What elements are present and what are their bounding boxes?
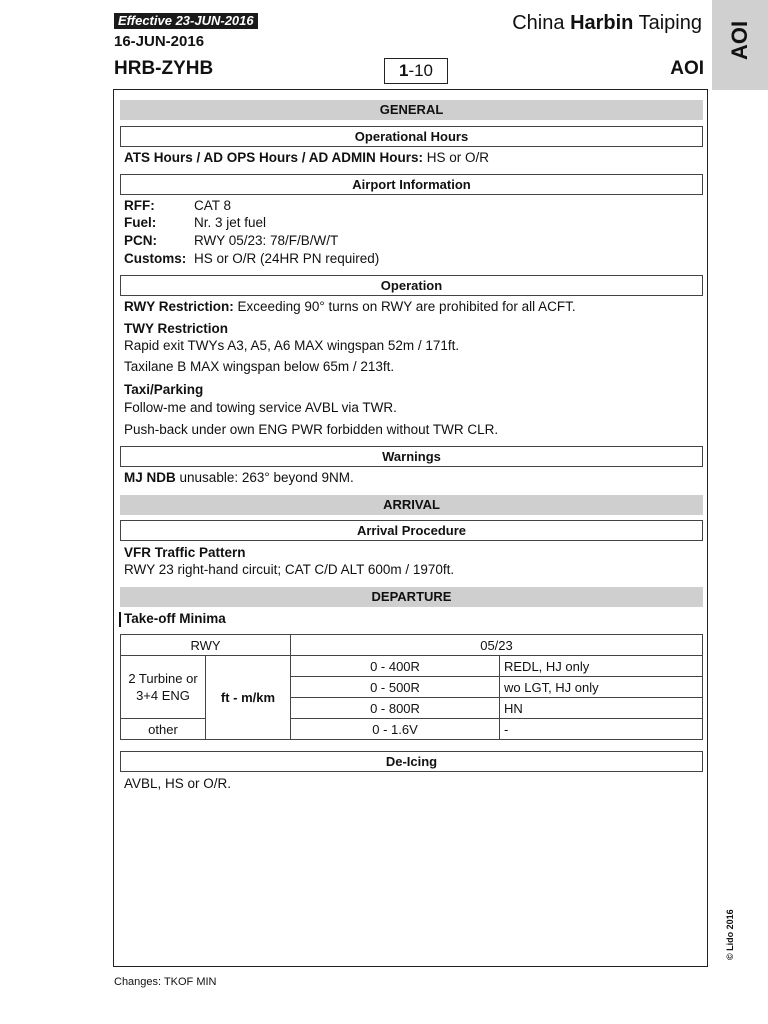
warning-label: MJ NDB — [124, 470, 176, 485]
page-number — [384, 58, 448, 84]
page-number-main: 1 — [398, 61, 409, 80]
general-heading: GENERAL — [120, 100, 703, 120]
condition-cell: HN — [500, 698, 703, 719]
operation-heading: Operation — [120, 275, 703, 296]
change-bar — [119, 612, 121, 627]
location-city: Harbin — [570, 12, 634, 34]
condition-cell: REDL, HJ only — [500, 656, 703, 677]
departure-heading: DEPARTURE — [120, 587, 703, 607]
section-tab-label: AOI — [727, 20, 752, 60]
rwy-header-cell: RWY — [121, 635, 291, 656]
taxi-parking-title: Taxi/Parking — [124, 382, 204, 397]
condition-cell: - — [500, 719, 703, 740]
airport-location — [512, 12, 702, 35]
aircraft-group-cell: 2 Turbine or 3+4 ENG — [121, 656, 206, 719]
pcn-label: PCN: — [124, 233, 157, 248]
warning-value: unusable: 263° beyond 9NM. — [179, 470, 354, 485]
takeoff-minima-table — [120, 634, 703, 740]
fuel-value: Nr. 3 jet fuel — [194, 215, 267, 230]
de-icing-heading: De-Icing — [120, 751, 703, 772]
customs-label: Customs: — [124, 251, 187, 266]
operational-hours-line — [124, 150, 489, 165]
rff-label: RFF: — [124, 198, 155, 213]
twy-restriction-line-1: Rapid exit TWYs A3, A5, A6 MAX wingspan 52m / 171ft. — [124, 338, 460, 353]
vfr-traffic-pattern-title: VFR Traffic Pattern — [124, 545, 246, 560]
customs-value: HS or O/R (24HR PN required) — [194, 251, 380, 266]
table-row — [121, 656, 703, 677]
effective-date-badge: Effective 23-JUN-2016 — [114, 13, 258, 29]
twy-restriction-title: TWY Restriction — [124, 321, 229, 336]
condition-cell: wo LGT, HJ only — [500, 677, 703, 698]
other-group-cell: other — [121, 719, 206, 740]
rff-value: CAT 8 — [194, 198, 232, 213]
location-airport: Taiping — [638, 12, 702, 34]
warning-line — [124, 470, 354, 485]
visibility-cell: 0 - 1.6V — [291, 719, 500, 740]
issue-date: 16-JUN-2016 — [114, 33, 205, 50]
arrival-heading: ARRIVAL — [120, 495, 703, 515]
taxi-parking-line-1: Follow-me and towing service AVBL via TWR. — [124, 400, 397, 415]
operational-hours-value: HS or O/R — [426, 150, 490, 165]
changes-note: Changes: TKOF MIN — [114, 976, 217, 988]
visibility-cell: 0 - 500R — [291, 677, 500, 698]
de-icing-text: AVBL, HS or O/R. — [124, 776, 232, 791]
station-code: HRB-ZYHB — [114, 58, 214, 79]
warnings-heading: Warnings — [120, 446, 703, 467]
table-row — [121, 635, 703, 656]
page-number-sub: -10 — [408, 61, 434, 80]
airport-information-heading: Airport Information — [120, 174, 703, 195]
rwy-restriction-value: Exceeding 90° turns on RWY are prohibited for all ACFT. — [237, 299, 576, 314]
twy-restriction-line-2: Taxilane B MAX wingspan below 65m / 213ft. — [124, 359, 395, 374]
fuel-label: Fuel: — [124, 215, 157, 230]
copyright: © Lido 2016 — [725, 909, 735, 960]
arrival-procedure-heading: Arrival Procedure — [120, 520, 703, 541]
location-country: China — [512, 12, 565, 34]
rwy-restriction-label: RWY Restriction: — [124, 299, 234, 314]
operational-hours-label: ATS Hours / AD OPS Hours / AD ADMIN Hours: — [124, 150, 424, 165]
operational-hours-heading: Operational Hours — [120, 126, 703, 147]
taxi-parking-line-2: Push-back under own ENG PWR forbidden without TWR CLR. — [124, 422, 499, 437]
visibility-cell: 0 - 800R — [291, 698, 500, 719]
pcn-value: RWY 05/23: 78/F/B/W/T — [194, 233, 339, 248]
rwy-restriction-line — [124, 299, 576, 314]
visibility-cell: 0 - 400R — [291, 656, 500, 677]
rwy-value-cell: 05/23 — [291, 635, 703, 656]
section-tab — [712, 0, 768, 90]
vfr-traffic-pattern-text: RWY 23 right-hand circuit; CAT C/D ALT 600m / 1970ft. — [124, 562, 455, 577]
takeoff-minima-title: Take-off Minima — [124, 611, 226, 626]
section-code: AOI — [670, 58, 704, 79]
unit-cell: ft - m/km — [206, 656, 291, 740]
